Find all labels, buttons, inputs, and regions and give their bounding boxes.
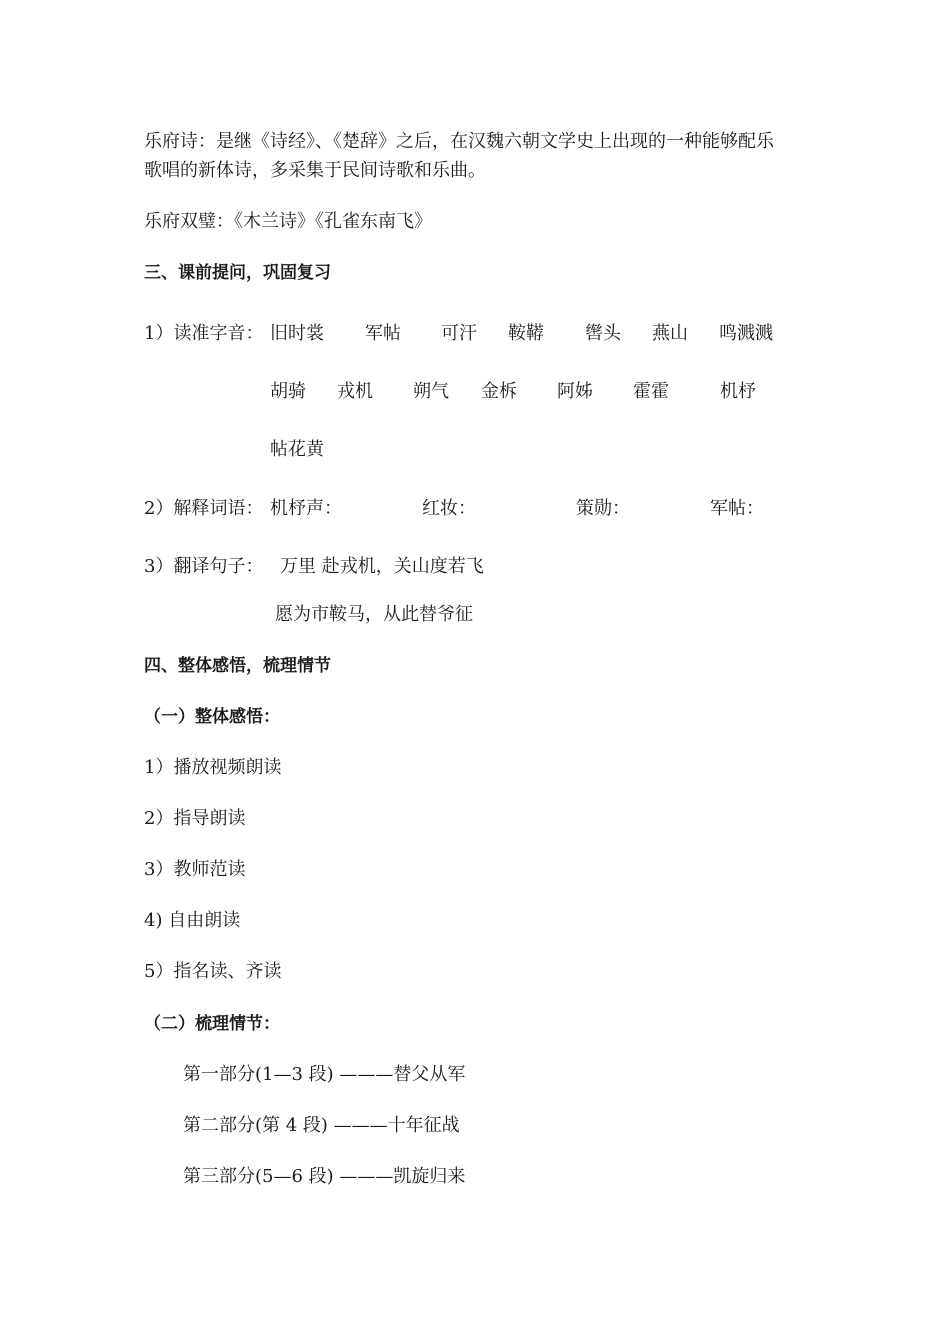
pronounce-word: 军帖 xyxy=(365,323,401,344)
twin-masterpieces: 乐府双璧：《木兰诗》《孔雀东南飞》 xyxy=(144,211,432,232)
pronounce-word: 旧时裳 xyxy=(270,323,324,344)
step-item: 1）播放视频朗读 xyxy=(144,757,282,778)
pronounce-word: 鞍鞯 xyxy=(508,323,544,344)
pronounce-word: 戎机 xyxy=(337,381,373,402)
plot-part: 第三部分(5—6 段) ———凯旋归来 xyxy=(183,1166,466,1187)
explain-label: 2）解释词语： xyxy=(144,498,264,519)
explain-term: 策勋： xyxy=(576,498,630,519)
pronounce-word: 机杼 xyxy=(720,381,756,402)
translate-sentence: 愿为市鞍马，从此替爷征 xyxy=(275,604,473,625)
explain-term: 红妆： xyxy=(422,498,476,519)
step-item: 2）指导朗读 xyxy=(144,808,246,829)
pronounce-label: 1）读准字音： xyxy=(144,323,264,344)
pronounce-word: 帖花黄 xyxy=(270,439,324,460)
pronounce-word: 胡骑 xyxy=(270,381,306,402)
pronounce-word: 霍霍 xyxy=(633,381,669,402)
pronounce-word: 朔气 xyxy=(413,381,449,402)
section4-heading: 四、整体感悟，梳理情节 xyxy=(144,656,331,676)
pronounce-word: 金柝 xyxy=(481,381,517,402)
pronounce-word: 鸣溅溅 xyxy=(719,323,773,344)
step-item: 3）教师范读 xyxy=(144,859,246,880)
pronounce-word: 可汗 xyxy=(441,323,477,344)
intro-line-2: 歌唱的新体诗，多采集于民间诗歌和乐曲。 xyxy=(144,160,486,181)
explain-term: 机杼声： xyxy=(270,498,342,519)
pronounce-word: 阿姊 xyxy=(557,381,593,402)
pronounce-word: 辔头 xyxy=(585,323,621,344)
subheading-plot: （二）梳理情节： xyxy=(144,1014,280,1034)
intro-line-1: 乐府诗：是继《诗经》、《楚辞》之后，在汉魏六朝文学史上出现的一种能够配乐 xyxy=(144,131,774,152)
plot-part: 第二部分(第 4 段) ———十年征战 xyxy=(183,1115,460,1136)
translate-sentence: 万里 赴戎机，关山度若飞 xyxy=(280,556,484,577)
step-item: 4) 自由朗读 xyxy=(144,910,241,931)
explain-term: 军帖： xyxy=(710,498,764,519)
step-item: 5）指名读、齐读 xyxy=(144,961,282,982)
subheading-overall: （一）整体感悟： xyxy=(144,707,280,727)
translate-label: 3）翻译句子： xyxy=(144,556,264,577)
plot-part: 第一部分(1—3 段) ———替父从军 xyxy=(183,1064,466,1085)
pronounce-word: 燕山 xyxy=(652,323,688,344)
section3-heading: 三、课前提问，巩固复习 xyxy=(144,263,331,283)
